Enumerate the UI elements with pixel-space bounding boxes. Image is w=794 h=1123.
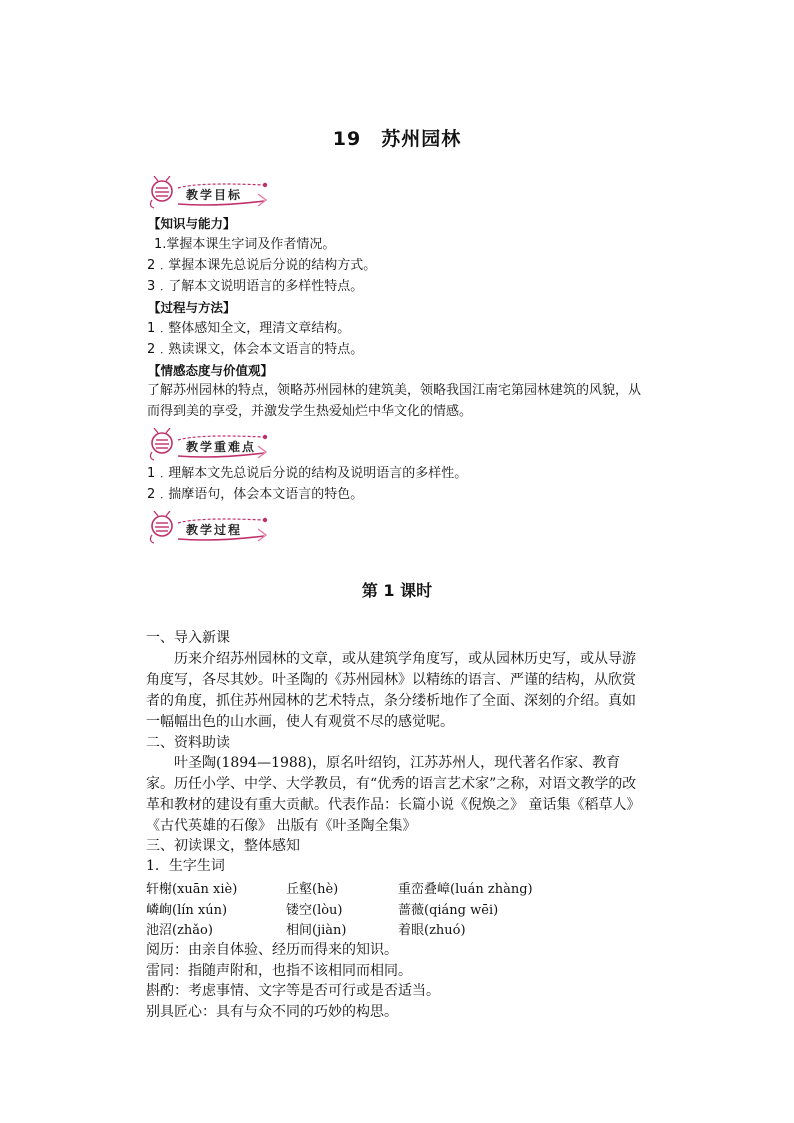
emotion-heading: 【情感态度与价值观】 <box>148 363 274 378</box>
definition-item: 斟酌：考虑事情、文字等是否可行或是否适当。 <box>146 983 440 999</box>
vocab-word: 蔷薇(qiáng wēi) <box>398 903 499 918</box>
knowledge-item: 3﹒了解本文说明语言的多样性特点。 <box>147 279 364 294</box>
vocab-heading: 1．生字生词 <box>146 858 225 874</box>
knowledge-item: 1.掌握本课生字词及作者情况。 <box>154 237 336 252</box>
method-item: 1﹒整体感知全文，理清文章结构。 <box>147 321 351 336</box>
keypoint-item: 2﹒揣摩语句，体会本文语言的特色。 <box>147 487 364 502</box>
lesson-period-title: 第 1 课时 <box>361 581 433 600</box>
knowledge-item: 2﹒掌握本课先总说后分说的结构方式。 <box>147 258 377 273</box>
vocab-word: 重峦叠嶂(luán zhàng) <box>398 882 533 897</box>
definition-item: 雷同：指随声附和，也指不该相同而相同。 <box>146 963 412 979</box>
lesson-number: 19 <box>332 128 362 150</box>
vocab-word: 镂空(lòu) <box>286 903 343 918</box>
intro-paragraph: 历来介绍苏州园林的文章，或从建筑学角度写，或从园林历史写，或从导游角度写，各尽其妙。叶圣陶的《苏州园林》以精练的语言、严谨的结构，从欣赏者的角度，抓住苏州园林的艺术特点，条分缕析地作了全面、深刻的介绍。真如一幅幅出色的山水画，使人有观赏不尽的感觉呢。 <box>146 651 636 730</box>
method-item: 2﹒熟读课文，体会本文语言的特点。 <box>147 342 364 357</box>
definition-item: 别具匠心：具有与众不同的巧妙的构思。 <box>146 1004 398 1020</box>
vocab-word: 池沼(zhǎo) <box>146 923 213 938</box>
read-heading: 三、初读课文，整体感知 <box>146 838 300 854</box>
material-paragraph: 叶圣陶(1894—1988)，原名叶绍钧，江苏苏州人，现代著名作家、教育家。历任小学、中学、大学教员，有“优秀的语言艺术家”之称，对语文教学的改革和教材的建设有重大贡献。代表作品：长篇小说《倪焕之》 童话集《稻草人》《古代英雄的石像》 出版有《叶圣陶全集》 <box>146 755 641 834</box>
keypoints-header-label: 教学重难点 <box>186 440 257 454</box>
method-heading: 【过程与方法】 <box>148 300 236 315</box>
keypoint-item: 1﹒理解本文先总说后分说的结构及说明语言的多样性。 <box>147 466 468 481</box>
vocab-word: 丘壑(hè) <box>286 882 339 897</box>
material-heading: 二、资料助读 <box>146 735 230 751</box>
lesson-name: 苏州园林 <box>381 128 462 150</box>
definition-item: 阅历：由亲自体验、经历而得来的知识。 <box>146 942 398 958</box>
vocab-word: 嶙峋(lín xún) <box>146 903 228 918</box>
intro-heading: 一、导入新课 <box>146 630 230 646</box>
keypoints-header <box>146 428 276 462</box>
knowledge-heading: 【知识与能力】 <box>148 216 236 231</box>
process-header <box>146 511 276 545</box>
vocab-word: 轩榭(xuān xiè) <box>146 882 238 897</box>
process-header-label: 教学过程 <box>186 523 243 537</box>
goals-header-label: 教学目标 <box>186 188 243 202</box>
goals-header <box>146 176 276 210</box>
emotion-text: 了解苏州园林的特点，领略苏州园林的建筑美，领略我国江南宅第园林建筑的风貌，从而得到美的享受，并激发学生热爱灿烂中华文化的情感。 <box>147 383 642 419</box>
lesson-title <box>0 124 794 151</box>
vocab-word: 相间(jiàn) <box>286 923 347 938</box>
vocab-word: 着眼(zhuó) <box>398 923 466 938</box>
